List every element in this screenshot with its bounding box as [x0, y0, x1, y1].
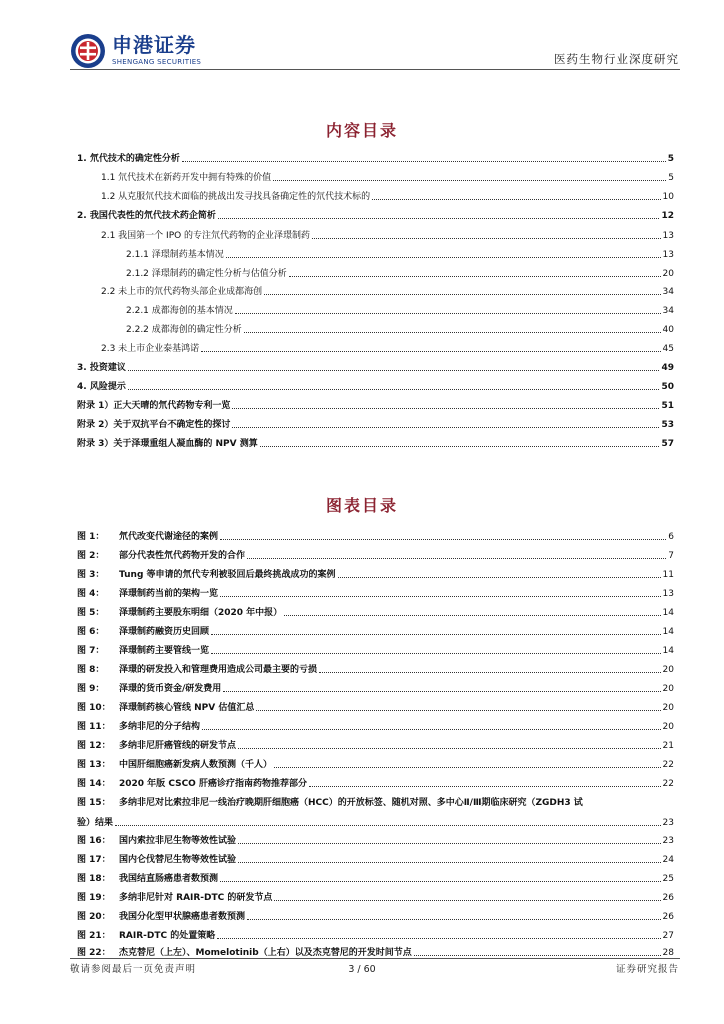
figure-entry[interactable]: 图 10： 泽璟制药核心管线 NPV 估值汇总 20 — [77, 703, 674, 713]
figure-entry[interactable]: 图 1： 氘代改变代谢途径的案例 6 — [77, 532, 674, 542]
page-number: 3 / 60 — [348, 964, 376, 975]
header-divider — [70, 69, 680, 70]
toc-entry[interactable]: 4. 风险提示 50 — [77, 382, 674, 392]
disclaimer-note: 敬请参阅最后一页免责声明 — [70, 964, 197, 975]
figure-entry[interactable]: 图 16： 国内索拉非尼生物等效性试验 23 — [77, 836, 674, 846]
figure-entry[interactable]: 图 8： 泽璟的研发投入和管理费用造成公司最主要的亏损 20 — [77, 665, 674, 675]
toc-entry[interactable]: 附录 3）关于泽璟重组人凝血酶的 NPV 测算 57 — [77, 439, 674, 449]
report-type-label: 医药生物行业深度研究 — [554, 52, 679, 66]
figure-entry[interactable]: 图 15： 多纳非尼对比索拉非尼一线治疗晚期肝细胞癌（HCC）的开放标签、随机对照、多中心Ⅱ/Ⅲ期临床研究（ZGDH3 试 验）结果 23 — [77, 798, 674, 828]
toc-entry[interactable]: 2.2 未上市的氘代药物头部企业成都海创 34 — [101, 287, 674, 297]
figure-entry[interactable]: 图 21： RAIR-DTC 的处置策略 27 — [77, 931, 674, 941]
figure-entry[interactable]: 图 19： 多纳非尼针对 RAIR-DTC 的研发节点 26 — [77, 893, 674, 903]
toc-entry[interactable]: 2. 我国代表性的氘代技术药企简析 12 — [77, 211, 674, 221]
figure-entry[interactable]: 图 2： 部分代表性氘代药物开发的合作 7 — [77, 551, 674, 561]
toc-entry[interactable]: 2.2.1 成都海创的基本情况 34 — [126, 306, 674, 316]
footer-divider — [70, 958, 680, 959]
figure-entry[interactable]: 图 14： 2020 年版 CSCO 肝癌诊疗指南药物推荐部分 22 — [77, 779, 674, 789]
toc-entry[interactable]: 2.1.1 泽璟制药基本情况 13 — [126, 250, 674, 260]
toc-entry[interactable]: 1.1 氘代技术在新药开发中拥有特殊的价值 5 — [101, 173, 674, 183]
figure-entry[interactable]: 图 20： 我国分化型甲状腺癌患者数预测 26 — [77, 912, 674, 922]
toc-entry[interactable]: 附录 1）正大天晴的氘代药物专利一览 51 — [77, 401, 674, 411]
figure-entry[interactable]: 图 12： 多纳非尼肝癌管线的研发节点 21 — [77, 741, 674, 751]
report-category: 证券研究报告 — [615, 964, 679, 975]
figure-entry[interactable]: 图 3： Tung 等申请的氘代专利被驳回后最终挑战成功的案例 11 — [77, 570, 674, 580]
toc-entry[interactable]: 3. 投资建议 49 — [77, 363, 674, 373]
figure-entry[interactable]: 图 9： 泽璟的货币资金/研发费用 20 — [77, 684, 674, 694]
logo-english-name: SHENGANG SECURITIES — [112, 58, 202, 66]
toc-title: 内容目录 — [325, 121, 398, 140]
figure-entry[interactable]: 图 18： 我国结直肠癌患者数预测 25 — [77, 874, 674, 884]
figure-entry[interactable]: 图 5： 泽璟制药主要股东明细（2020 年中报） 14 — [77, 608, 674, 618]
logo-chinese-name: 申港证券 — [112, 33, 196, 57]
figure-entry[interactable]: 图 13： 中国肝细胞癌新发病人数预测（千人） 22 — [77, 760, 674, 770]
figure-index-title: 图表目录 — [325, 496, 398, 515]
figure-entry[interactable]: 图 17： 国内仑伐替尼生物等效性试验 24 — [77, 855, 674, 865]
toc-entry[interactable]: 附录 2）关于双抗平台不确定性的探讨 53 — [77, 420, 674, 430]
figure-entry[interactable]: 图 22： 杰克替尼（上左）、Momelotinib（上右）以及杰克替尼的开发时间节点 28 — [77, 948, 674, 958]
toc-entry[interactable]: 1. 氘代技术的确定性分析 5 — [77, 154, 674, 164]
shengang-logo-icon — [70, 33, 106, 69]
figure-entry[interactable]: 图 6： 泽璟制药融资历史回顾 14 — [77, 627, 674, 637]
toc-entry[interactable]: 2.1 我国第一个 IPO 的专注氘代药物的企业泽璟制药 13 — [101, 231, 674, 241]
toc-entry[interactable]: 1.2 从克服氘代技术面临的挑战出发寻找具备确定性的氘代技术标的 10 — [101, 192, 674, 202]
toc-entry[interactable]: 2.1.2 泽璟制药的确定性分析与估值分析 20 — [126, 269, 674, 279]
toc-entry[interactable]: 2.3 未上市企业泰基鸿诺 45 — [101, 344, 674, 354]
figure-entry[interactable]: 图 4： 泽璟制药当前的架构一览 13 — [77, 589, 674, 599]
toc-entry[interactable]: 2.2.2 成都海创的确定性分析 40 — [126, 325, 674, 335]
figure-entry[interactable]: 图 11： 多纳非尼的分子结构 20 — [77, 722, 674, 732]
figure-entry[interactable]: 图 7： 泽璟制药主要管线一览 14 — [77, 646, 674, 656]
page-header — [0, 0, 724, 72]
